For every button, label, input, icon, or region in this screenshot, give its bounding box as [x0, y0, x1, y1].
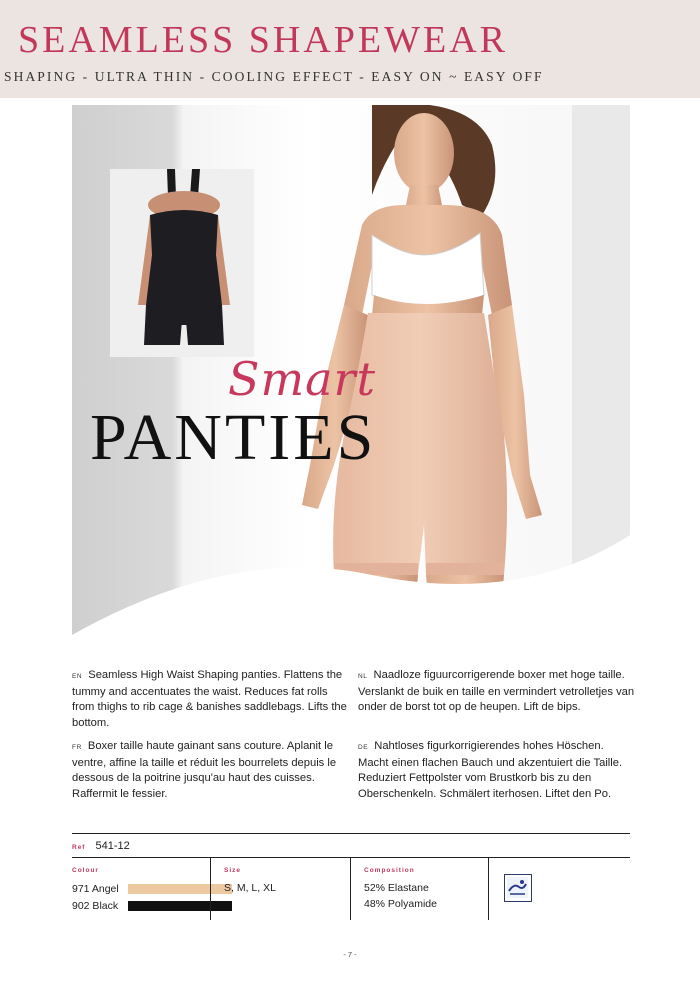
- composition-item: 48% Polyamide: [364, 898, 437, 910]
- lang-code-fr: FR: [72, 744, 82, 751]
- description-en: [72, 668, 350, 731]
- page-number: - 7 -: [343, 950, 357, 959]
- colour-row: [72, 880, 232, 897]
- composition-item: 52% Elastane: [364, 882, 429, 894]
- size-label: Size: [224, 867, 242, 874]
- reference-label: Ref: [72, 844, 86, 851]
- description-fr-text: Boxer taille haute gainant sans couture. Aplanit le ventre, affine la taille et réduit les bourrelets depuis le dessous de la poitrine jusqu'au haut des cuisses. Raffermit le fessier.: [72, 740, 337, 800]
- description-fr: [72, 739, 350, 802]
- colour-row: [72, 897, 232, 914]
- divider-mid: [72, 857, 630, 858]
- care-label-icon: [504, 874, 532, 902]
- header-title: SEAMLESS SHAPEWEAR: [18, 19, 508, 61]
- size-value: S, M, L, XL: [224, 882, 276, 894]
- description-de: [358, 739, 636, 802]
- description-nl: [358, 668, 636, 716]
- colour-name: 971 Angel: [72, 882, 119, 895]
- column-divider: [350, 858, 351, 920]
- product-title-script: Smart: [228, 352, 377, 406]
- description-en-text: Seamless High Waist Shaping panties. Flattens the tummy and accentuates the waist. Reduces fat rolls from thighs to rib cage & banishes saddlebags. Lifts the bottom.: [72, 669, 347, 729]
- description-de-text: Nahtloses figurkorrigierendes hohes Höschen. Macht einen flachen Bauch und akzentuiert die Taille. Reduziert Fettpolster vom Brustkorb bis zu den Oberschenkeln. Schmälert iterhosen. Liftet den Po.: [358, 740, 623, 800]
- lang-code-nl: NL: [358, 673, 368, 680]
- header-tagline: SHAPING - ULTRA THIN - COOLING EFFECT - EASY ON ~ EASY OFF: [4, 69, 544, 84]
- page-header: [0, 0, 700, 98]
- product-title-main: PANTIES: [90, 401, 377, 474]
- divider-top: [72, 833, 630, 834]
- reference-value: 541-12: [95, 840, 130, 852]
- column-divider: [488, 858, 489, 920]
- colour-label: Colour: [72, 867, 99, 874]
- colour-swatch-angel: [128, 884, 232, 894]
- colour-swatch-black: [128, 901, 232, 911]
- description-nl-text: Naadloze figuurcorrigerende boxer met hoge taille. Verslankt de buik en taille en vermindert vetrolletjes van onder de borst tot op de heupen. Lift de bips.: [358, 669, 635, 713]
- colour-column: [72, 866, 232, 914]
- reference: [72, 840, 130, 852]
- column-divider: [210, 858, 211, 920]
- composition-label: Composition: [364, 867, 415, 874]
- colour-name: 902 Black: [72, 899, 119, 912]
- lang-code-en: EN: [72, 673, 83, 680]
- composition-column: [364, 866, 437, 912]
- size-column: [224, 866, 276, 896]
- lang-code-de: DE: [358, 744, 369, 751]
